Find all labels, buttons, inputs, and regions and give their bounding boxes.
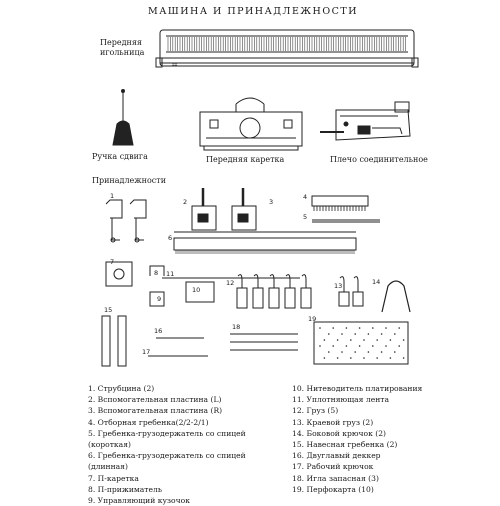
callout-16: 16 xyxy=(154,327,163,335)
callout-13: 13 xyxy=(334,282,343,290)
legend-item: 16. Двуглавый деккер xyxy=(292,451,381,461)
callout-2: 2 xyxy=(183,198,188,206)
callout-11: 11 xyxy=(166,270,175,278)
legend-item: 17. Рабочий крючок xyxy=(292,462,374,472)
callout-14: 14 xyxy=(372,278,381,286)
legend-item: 3. Вспомогательная пластина (R) xyxy=(88,406,223,416)
callout-17: 17 xyxy=(142,348,151,356)
callout-19: 19 xyxy=(308,315,317,323)
needle-bed-label: Передняя игольница xyxy=(100,38,145,57)
callout-8: 8 xyxy=(154,269,159,277)
legend-item: 2. Вспомогательная пластина (L) xyxy=(88,395,222,405)
legend-item: 12. Груз (5) xyxy=(292,406,339,416)
legend-item: 7. П-каретка xyxy=(88,473,139,483)
legend-item: (короткая) xyxy=(88,440,131,450)
connecting-arm-label: Плечо соединительное xyxy=(330,155,428,164)
callout-4: 4 xyxy=(303,193,308,201)
legend-item: 8. П-прижиматель xyxy=(88,484,162,494)
legend-item: 18. Игла запасная (3) xyxy=(292,473,379,483)
legend-left xyxy=(88,383,246,506)
legend-item: 14. Боковой крючок (2) xyxy=(292,428,387,438)
callout-3: 3 xyxy=(269,198,274,206)
legend-item: 9. Управляющий кузочок xyxy=(88,496,190,506)
legend-item: 11. Уплотняющая лента xyxy=(292,395,389,405)
page-title: МАШИНА И ПРИНАДЛЕЖНОСТИ xyxy=(148,6,359,17)
legend-item: 19. Перфокарта (10) xyxy=(292,484,374,494)
legend-item: 1. Струбцина (2) xyxy=(88,384,155,393)
legend-item: 6. Гребенка-грузодержатель со спицей xyxy=(88,451,246,461)
svg-text:≡≡: ≡≡ xyxy=(172,62,178,67)
callout-6: 6 xyxy=(168,234,173,242)
callout-7: 7 xyxy=(110,258,115,266)
accessories-heading: Принадлежности xyxy=(92,176,167,185)
callout-10: 10 xyxy=(192,286,201,294)
legend-item: 10. Нитеводитель платирования xyxy=(292,384,423,393)
legend-item: (длинная) xyxy=(88,462,128,472)
callout-5: 5 xyxy=(303,213,308,221)
legend-item: 4. Отборная гребенка(2/2-2/1) xyxy=(88,417,209,427)
callout-1: 1 xyxy=(110,192,115,200)
shift-knob-label: Ручка сдвига xyxy=(92,152,148,161)
legend-item: 13. Краевой груз (2) xyxy=(292,417,374,427)
callout-9: 9 xyxy=(157,295,162,303)
legend-right xyxy=(292,383,422,495)
callout-15: 15 xyxy=(104,306,113,314)
legend-item: 15. Навесная гребенка (2) xyxy=(292,440,398,450)
callout-18: 18 xyxy=(232,323,241,331)
legend-item: 5. Гребенка-грузодержатель со спицей xyxy=(88,428,246,438)
callout-12: 12 xyxy=(226,279,235,287)
front-carriage-label: Передняя каретка xyxy=(206,155,285,164)
